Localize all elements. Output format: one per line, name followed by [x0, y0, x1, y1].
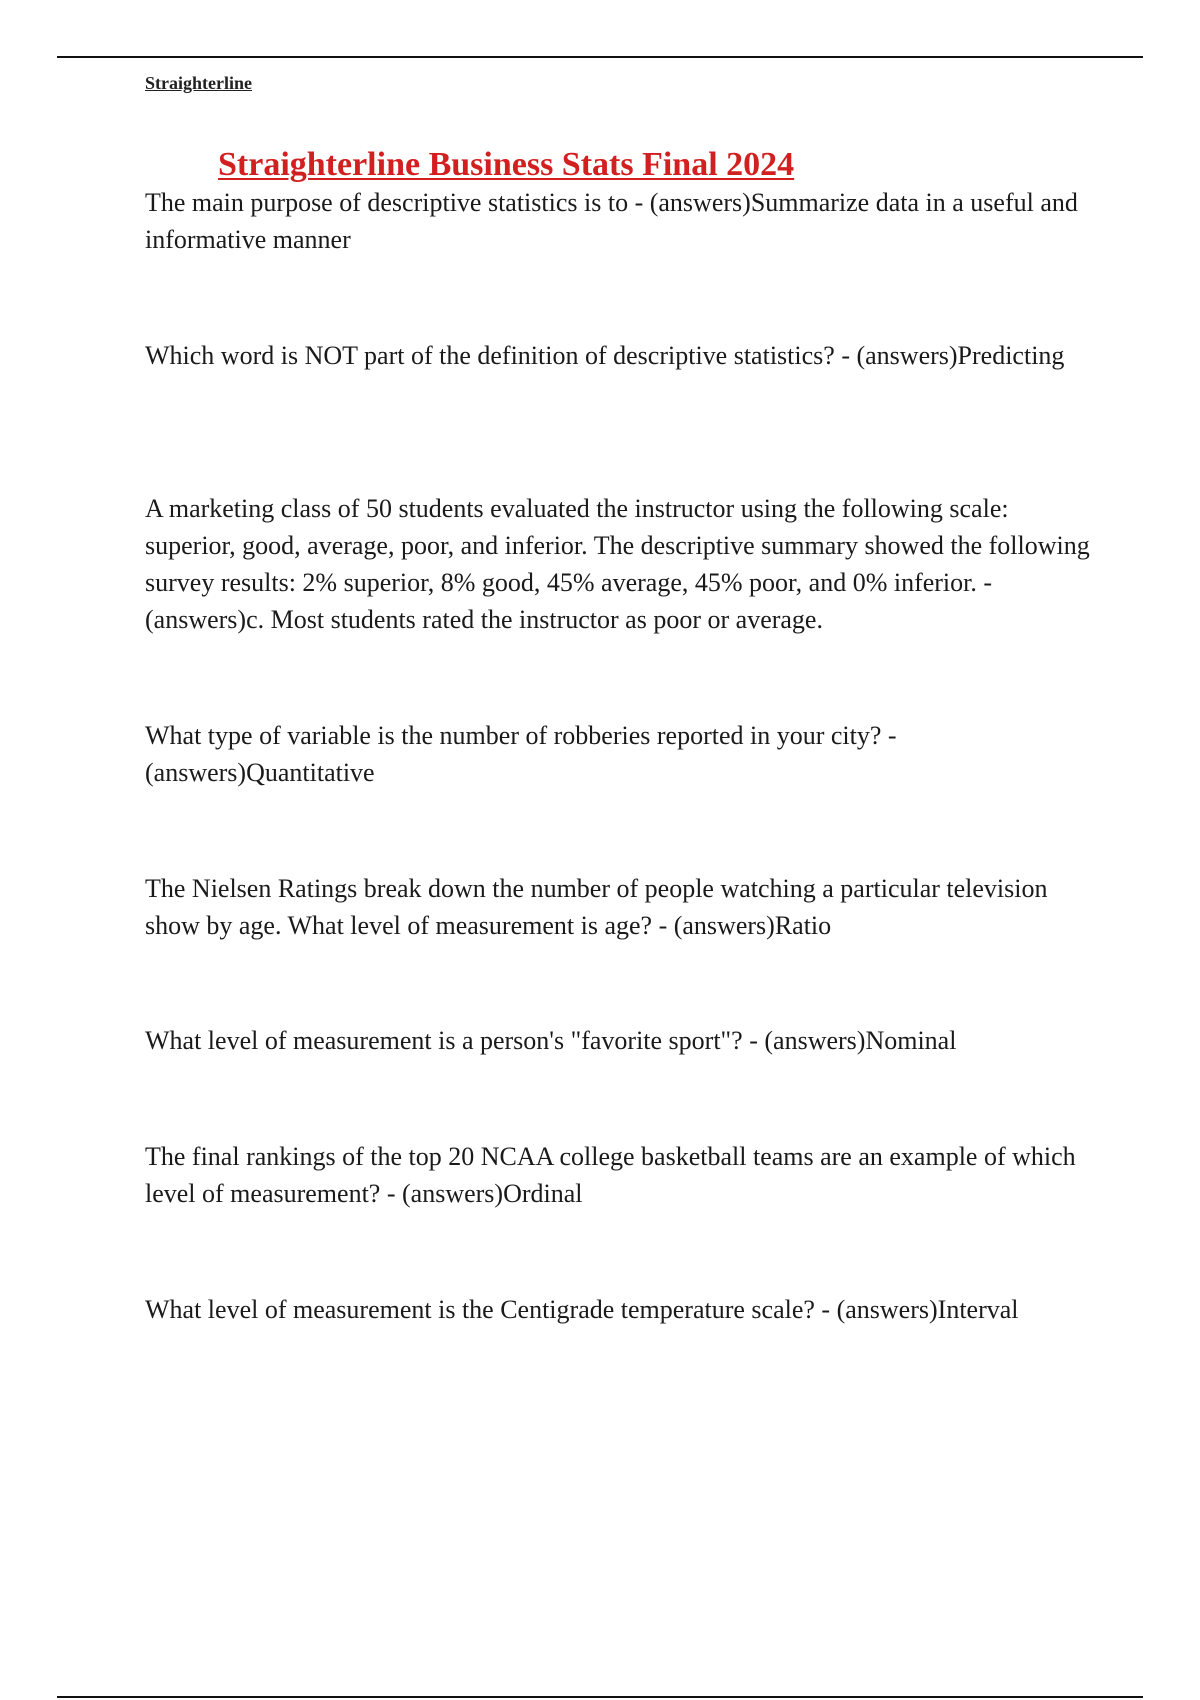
answer-text: c. Most students rated the instructor as poor or average. — [246, 605, 823, 634]
answer-separator: - (answers) — [742, 1026, 866, 1055]
answer-separator: - (answers) — [380, 1179, 504, 1208]
answer-text: Quantitative — [246, 758, 375, 787]
qa-item-4 — [145, 717, 1095, 791]
answer-separator: - (answers) — [834, 341, 958, 370]
answer-separator: - (answers) — [628, 188, 751, 217]
qa-item-8 — [145, 1291, 1095, 1328]
question-text: What level of measurement is a person's "favorite sport"? — [145, 1026, 743, 1055]
answer-text: Ordinal — [503, 1179, 583, 1208]
answer-text: Predicting — [957, 341, 1065, 370]
answer-text: Interval — [937, 1295, 1019, 1324]
qa-item-6 — [145, 1022, 1095, 1059]
qa-item-1 — [145, 184, 1095, 258]
document-title: Straighterline Business Stats Final 2024 — [218, 146, 795, 183]
answer-separator: - (answers) — [145, 568, 993, 634]
question-text: Which word is NOT part of the definition of descriptive statistics? — [145, 341, 835, 370]
answer-separator: - (answers) — [145, 721, 897, 787]
question-text: The Nielsen Ratings break down the number of people watching a particular television show by age. What level of measurement is age? — [145, 874, 1048, 940]
question-text: The final rankings of the top 20 NCAA college basketball teams are an example of which level of measurement? — [145, 1142, 1076, 1208]
question-text: A marketing class of 50 students evaluated the instructor using the following scale: superior, good, average, poor, and inferior. The descriptive summary showed the following survey results: 2% superior, 8% good, 45% average, 45% poor, and 0% inferior. — [145, 494, 1090, 597]
question-text: The main purpose of descriptive statistics is to — [145, 188, 629, 217]
qa-item-3 — [145, 490, 1095, 638]
qa-item-7 — [145, 1138, 1095, 1212]
bottom-rule — [57, 1696, 1143, 1698]
answer-text: Summarize data in a useful and informative manner — [145, 188, 1078, 254]
answer-separator: - (answers) — [652, 911, 775, 940]
qa-item-5 — [145, 870, 1095, 944]
answer-text: Ratio — [774, 911, 832, 940]
qa-item-2 — [145, 337, 1095, 374]
question-text: What type of variable is the number of robberies reported in your city? — [145, 721, 882, 750]
answer-separator: - (answers) — [814, 1295, 938, 1324]
top-rule — [57, 56, 1143, 58]
answer-text: Nominal — [865, 1026, 957, 1055]
running-header: Straighterline — [145, 73, 252, 93]
question-text: What level of measurement is the Centigrade temperature scale? — [145, 1295, 815, 1324]
